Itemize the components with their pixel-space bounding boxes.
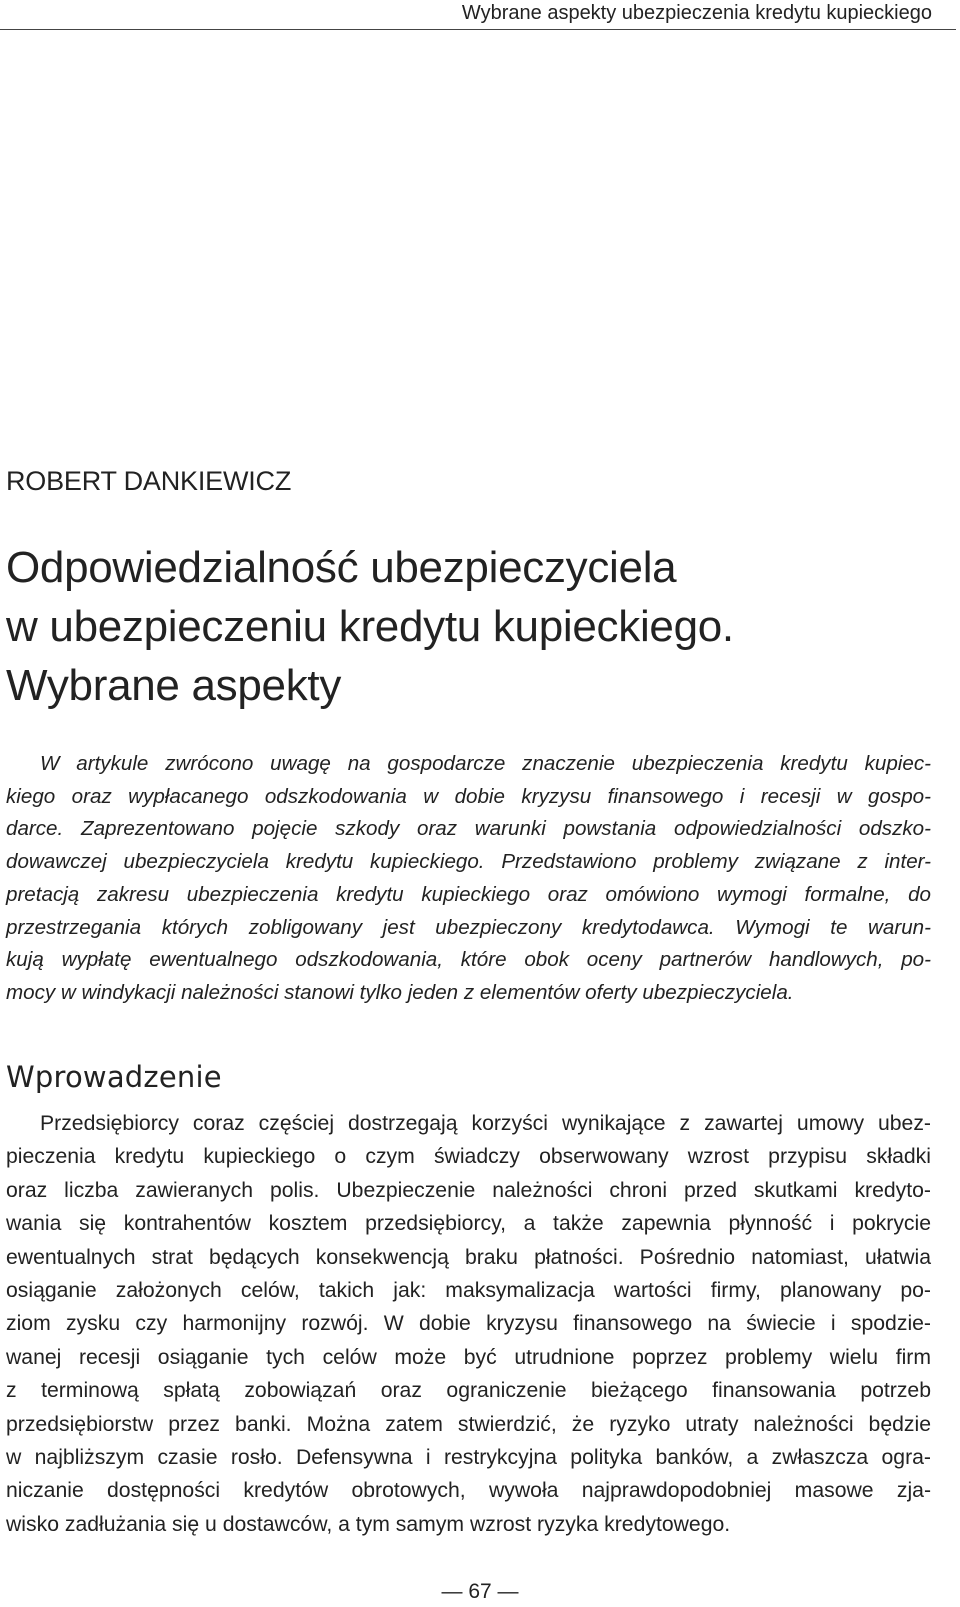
body-line: ziom zysku czy harmonijny rozwój. W dobie kryzysu finansowego na świecie i spodzie- xyxy=(6,1312,931,1336)
abstract-line: mocy w windykacji należności stanowi tylko jeden z elementów oferty ubezpieczyciela. xyxy=(6,980,794,1004)
body-line: Przedsiębiorcy coraz częściej dostrzegają korzyści wynikające z zawartej umowy ubez- xyxy=(40,1112,931,1135)
body-line: z terminową spłatą zobowiązań oraz ograniczenie bieżącego finansowania potrzeb xyxy=(6,1379,931,1403)
body-line: ewentualnych strat będących konsekwencją braku płatności. Pośrednio natomiast, ułatwia xyxy=(6,1245,931,1269)
abstract-line: darce. Zaprezentowano pojęcie szkody oraz warunki powstania odpowiedzialności odszko- xyxy=(6,817,931,841)
abstract-line: kiego oraz wypłacanego odszkodowania w dobie kryzysu finansowego i recesji w gospo- xyxy=(6,784,931,808)
body-line: przedsiębiorstw przez banki. Można zatem stwierdzić, że ryzyko utraty należności będzie xyxy=(6,1412,931,1436)
header-rule xyxy=(0,29,956,30)
author-name: ROBERT DANKIEWICZ xyxy=(6,466,292,496)
body-line: osiąganie założonych celów, takich jak: maksymalizacja wartości firmy, planowany po- xyxy=(6,1279,931,1303)
abstract-line: przestrzegania których zobligowany jest ubezpieczony kredytodawca. Wymogi te warun- xyxy=(6,915,931,939)
title-line: w ubezpieczeniu kredytu kupieckiego. xyxy=(6,602,734,651)
title-line: Odpowiedzialność ubezpieczyciela xyxy=(6,543,677,592)
article-title xyxy=(6,538,936,715)
body-line: oraz liczba zawieranych polis. Ubezpieczenie należności chroni przed skutkami kredyto- xyxy=(6,1178,931,1202)
abstract-line: W artykule zwrócono uwagę na gospodarcze znaczenie ubezpieczenia kredytu kupiec- xyxy=(40,752,931,775)
body-line: niczanie dostępności kredytów obrotowych, wywoła najprawdopodobniej masowe zja- xyxy=(6,1479,931,1503)
body-line: pieczenia kredytu kupieckiego o czym świadczy obserwowany wzrost przypisu składki xyxy=(6,1145,931,1169)
running-header: Wybrane aspekty ubezpieczenia kredytu kupieckiego xyxy=(461,2,932,24)
body-line: w najbliższym czasie rosło. Defensywna i restrykcyjna polityka banków, a zwłaszcza ogra- xyxy=(6,1446,931,1470)
section-heading: Wprowadzenie xyxy=(6,1060,222,1094)
abstract xyxy=(6,748,931,1010)
body-line: wania się kontrahentów kosztem przedsiębiorcy, a także zapewnia płynność i pokrycie xyxy=(6,1212,931,1236)
title-line: Wybrane aspekty xyxy=(6,661,342,710)
body-line: wisko zadłużania się u dostawców, a tym samym wzrost ryzyka kredytowego. xyxy=(6,1512,731,1536)
abstract-line: kują wypłatę ewentualnego odszkodowania, które obok oceny partnerów handlowych, po- xyxy=(6,948,931,972)
abstract-line: pretacją zakresu ubezpieczenia kredytu kupieckiego oraz omówiono wymogi formalne, do xyxy=(6,882,931,906)
page-number: — 67 — xyxy=(441,1580,519,1603)
body-line: wanej recesji osiąganie tych celów może być utrudnione poprzez problemy wielu firm xyxy=(6,1345,931,1369)
section-body xyxy=(6,1107,931,1541)
abstract-line: dowawczej ubezpieczyciela kredytu kupieckiego. Przedstawiono problemy związane z inter- xyxy=(6,850,931,874)
